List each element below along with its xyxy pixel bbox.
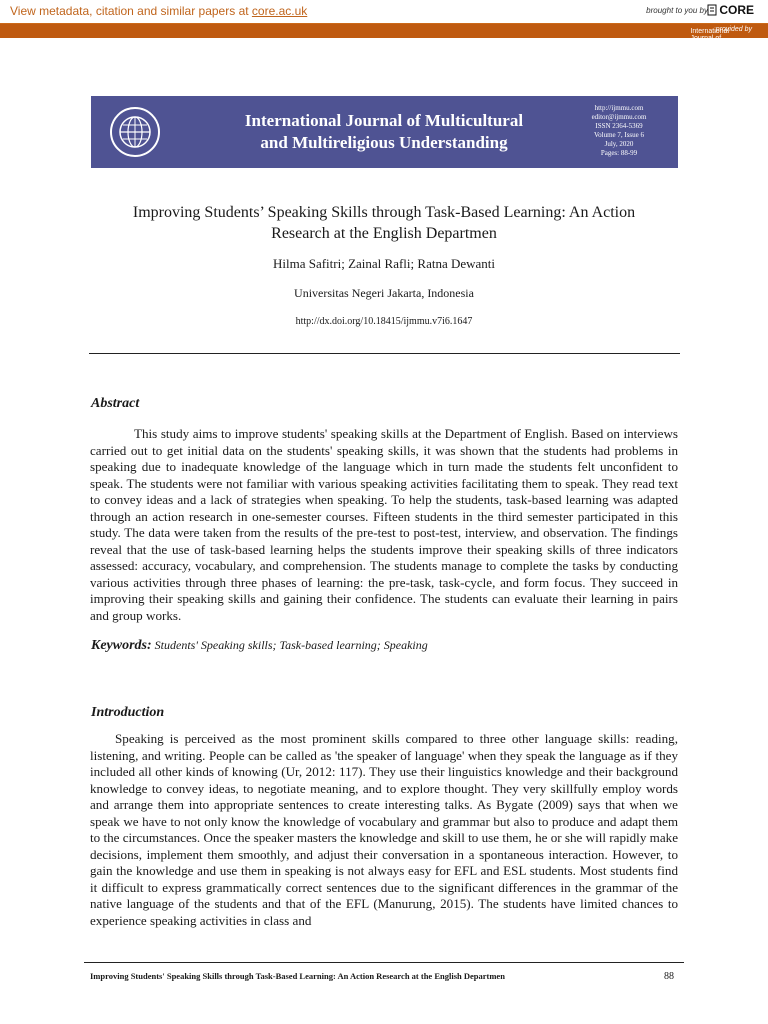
paper-title-line2: Research at the English Departmen — [271, 225, 497, 242]
footer-page-number: 88 — [664, 971, 674, 982]
paper-affiliation: Universitas Negeri Jakarta, Indonesia — [294, 286, 474, 300]
brought-to-you-text: brought to you by — [646, 6, 708, 15]
introduction-text: Speaking is perceived as the most prominent skills compared to three other language skills: reading, listening, and writing. People can be called as 'the speaker of language' when they speak the language as if they included all other kinds of knowing (Ur, 2012: 117). They use their linguistics knowledge and their background knowledge to convey ideas, to negotiate meaning, and to explore thought. They very skillfully employ words and arrange them into appropriate sentences to create interesting talks. As Bygate (2009) says that when we speak we have to not only know the knowledge of vocabulary and grammar but also to produce and adapt them to the circumstances. Once the speaker masters the knowledge and skill to use them, he or she will rapidly make decisions, implement them smoothly, and adjust their conversation in a spontaneous interaction. However, to gain the knowledge and use them in speaking is not always easy for EFL and ESL students. Most students find it difficult to express grammatically correct sentences due to the significant differences in the grammar of the native language of the students and that of the EFL (Manurung, 2015). The students have limited chances to experience speaking activities in class and — [90, 731, 678, 928]
journal-title-line1: International Journal of Multicultural — [244, 111, 524, 130]
journal-title-line2: and Multireligious Understanding — [260, 133, 508, 152]
core-metadata-text — [10, 4, 307, 18]
provided-by-bar — [0, 24, 768, 77]
keywords-label: Keywords: — [91, 638, 152, 653]
core-logo[interactable] — [707, 3, 754, 17]
core-metadata-prefix: View metadata, citation and similar papers at — [10, 4, 252, 18]
globe-logo-icon — [109, 106, 161, 158]
provided-source: International Journal of Multicultural and Multireligious Understanding (IJMMU) — [690, 28, 736, 77]
paper-title — [90, 202, 678, 244]
footer-divider — [84, 962, 684, 963]
core-logo-icon — [707, 4, 717, 16]
journal-email: editor@ijmmu.com — [591, 113, 647, 121]
paper-authors: Hilma Safitri; Zainal Rafli; Ratna Dewanti — [272, 256, 496, 271]
provided-prefix: provided by — [715, 26, 752, 33]
core-ac-uk-link[interactable]: core.ac.uk — [251, 4, 308, 18]
abstract-text: This study aims to improve students' speaking skills at the Department of English. Based on interviews carried out to get initial data on the students' speaking skills, it was shown that the students had problems in speaking due to inadequate knowledge of the language which in turn made the students felt unconfident to speak. The students were not familiar with various speaking activities facilitating them to speak. They read text to convey ideas and a lack of strategies when speaking. To help the students, task-based learning was adapted through an action research in one-semester courses. Fifteen students in the third semester participated in this study. The data were taken from the results of the pre-test to post-test, interview, and observation. The findings reveal that the use of task-based learning helps the students improve their speaking skills of three indicators assessed: accuracy, vocabulary, and comprehension. The students manage to complete the tasks by conducting various activities through three phases of learning: the pre-task, task-cycle, and form focus. They succeed in improving their speaking skills and gaining their confidence. The students can evaluate their learning in pairs and group works. — [90, 426, 678, 623]
core-label: CORE — [719, 3, 754, 17]
header-divider — [89, 353, 680, 354]
abstract-heading: Abstract — [91, 396, 140, 411]
core-header-bar — [0, 0, 768, 24]
introduction-heading: Introduction — [91, 705, 165, 720]
footer-running-title: Improving Students' Speaking Skills through Task-Based Learning: An Action Research at the English Departmen — [90, 971, 505, 981]
journal-date: July, 2020 — [604, 140, 634, 148]
paper-title-line1: Improving Students’ Speaking Skills through Task-Based Learning: An Action — [132, 204, 636, 221]
journal-volume: Volume 7, Issue 6 — [593, 131, 645, 139]
journal-title — [191, 110, 577, 154]
journal-info — [574, 104, 664, 158]
journal-issn: ISSN 2364-5369 — [595, 122, 643, 130]
keywords-text: Students' Speaking skills; Task-based learning; Speaking — [154, 638, 428, 652]
journal-url: http://ijmmu.com — [594, 104, 644, 112]
journal-banner — [91, 96, 678, 168]
keywords — [91, 638, 679, 654]
journal-pages: Pages: 88-99 — [600, 149, 638, 157]
provided-by-text — [690, 26, 752, 77]
paper-doi[interactable]: http://dx.doi.org/10.18415/ijmmu.v7i6.1647 — [295, 316, 473, 327]
